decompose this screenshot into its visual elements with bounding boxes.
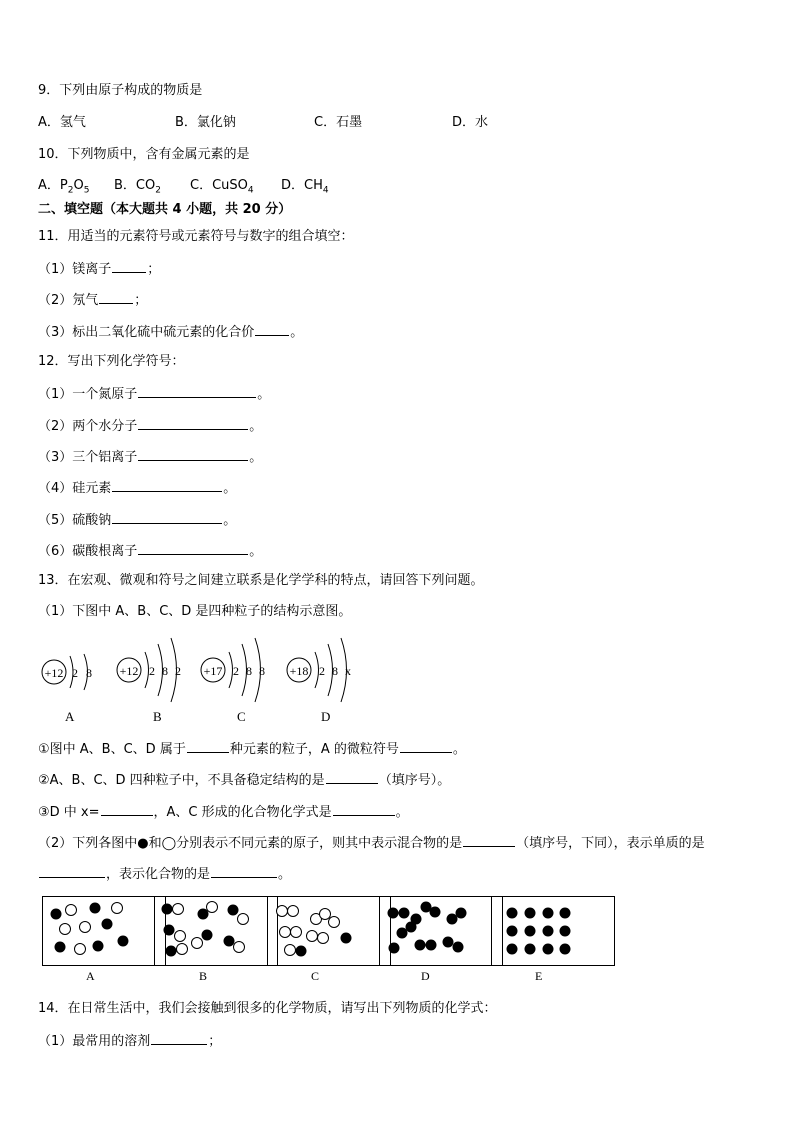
q12-item-6: （6）碳酸根离子 。 [38, 541, 262, 561]
atom-label-c: C [237, 709, 246, 724]
atom-b-shell-1: 2 [149, 664, 155, 678]
q9-option-c: C．石墨 [314, 115, 363, 130]
box-label-a: A [86, 969, 95, 983]
q13-sub1: （1）下图中 A、B、C、D 是四种粒子的结构示意图。 [38, 604, 352, 619]
q10-stem: 10．下列物质中，含有金属元素的是 [38, 147, 250, 162]
q9-option-d: D．水 [452, 115, 489, 130]
q13-answer-1: ①图中 A、B、C、D 属于 种元素的粒子，A 的微粒符号 。 [38, 739, 466, 759]
atom-c-shell-2: 8 [246, 664, 252, 678]
q10-option-b: B．$CO_2$ [114, 178, 161, 196]
q13-stem: 13．在宏观、微观和符号之间建立联系是化学学科的特点，请回答下列问题。 [38, 573, 484, 588]
box-label-d: D [421, 969, 430, 983]
atom-a-nucleus: +12 [44, 666, 64, 680]
q10-option-d: D．$CH_4$ [281, 178, 329, 196]
q11-item-3: （3）标出二氧化硫中硫元素的化合价 。 [38, 322, 303, 342]
atom-c-shell-3: 8 [259, 664, 265, 678]
q12-item-5: （5）硫酸钠 。 [38, 510, 236, 530]
q9-option-b: B．氯化钠 [175, 115, 236, 130]
atom-c-nucleus: +17 [203, 664, 223, 678]
atom-label-a: A [65, 709, 75, 724]
atom-label-d: D [321, 709, 331, 724]
particle-box-c [267, 896, 391, 966]
atom-b-shell-2: 8 [162, 664, 168, 678]
box-label-c: C [311, 969, 320, 983]
q11-item-2: （2）氖气 ； [38, 290, 147, 310]
q12-stem: 12．写出下列化学符号： [38, 354, 185, 369]
atom-a-shell-2: 8 [86, 666, 92, 680]
atom-diagram-a [40, 634, 110, 704]
particle-box-a [42, 896, 166, 966]
q13-answer-2: ②A、B、C、D 四种粒子中，不具备稳定结构的是 （填序号）。 [38, 770, 450, 790]
particle-box-b [154, 896, 278, 966]
q11-stem: 11．用适当的元素符号或元素符号与数字的组合填空： [38, 229, 354, 244]
q10-option-a: A．$P_2O_5$ [38, 178, 90, 196]
q14-item-1: （1）最常用的溶剂 ； [38, 1031, 221, 1051]
atom-diagram-c [198, 630, 278, 706]
atom-c-shell-1: 2 [233, 664, 239, 678]
q12-item-2: （2）两个水分子 。 [38, 416, 262, 436]
atom-d-shell-1: 2 [319, 664, 325, 678]
q13-answer-3: ③D 中 x= ，A、C 形成的化合物化学式是 。 [38, 802, 409, 822]
q14-stem: 14．在日常生活中，我们会接触到很多的化学物质，请写出下列物质的化学式： [38, 1001, 497, 1016]
atom-label-b: B [153, 709, 162, 724]
particle-box-d [379, 896, 503, 966]
q13-sub2-line1: （2）下列各图中●和◯分别表示不同元素的原子，则其中表示混合物的是 （填序号，下同），表示单质的是 [38, 833, 705, 853]
atom-d-nucleus: +18 [289, 664, 309, 678]
q10-option-c: C．CuSO$_4$ [190, 178, 254, 196]
particle-box-e [491, 896, 615, 966]
box-label-b: B [199, 969, 208, 983]
q13-sub2-line2: ，表示化合物的是 。 [38, 864, 291, 884]
atom-diagram-b [114, 630, 194, 706]
q9-stem: 9．下列由原子构成的物质是 [38, 83, 203, 98]
q12-item-1: （1）一个氮原子 。 [38, 384, 270, 404]
box-label-e: E [535, 969, 543, 983]
atom-diagram-d [284, 630, 364, 706]
atom-b-shell-3: 2 [175, 664, 181, 678]
q12-item-4: （4）硅元素 。 [38, 478, 236, 498]
section-heading: 二、填空题（本大题共 4 小题，共 20 分） [38, 202, 292, 217]
atom-b-nucleus: +12 [119, 664, 139, 678]
q12-item-3: （3）三个铝离子 。 [38, 447, 262, 467]
q9-option-a: A．氢气 [38, 115, 86, 130]
atom-a-shell-1: 2 [72, 666, 78, 680]
atom-d-shell-3: x [345, 664, 351, 678]
q11-item-1: （1）镁离子 ； [38, 259, 160, 279]
atom-d-shell-2: 8 [332, 664, 338, 678]
